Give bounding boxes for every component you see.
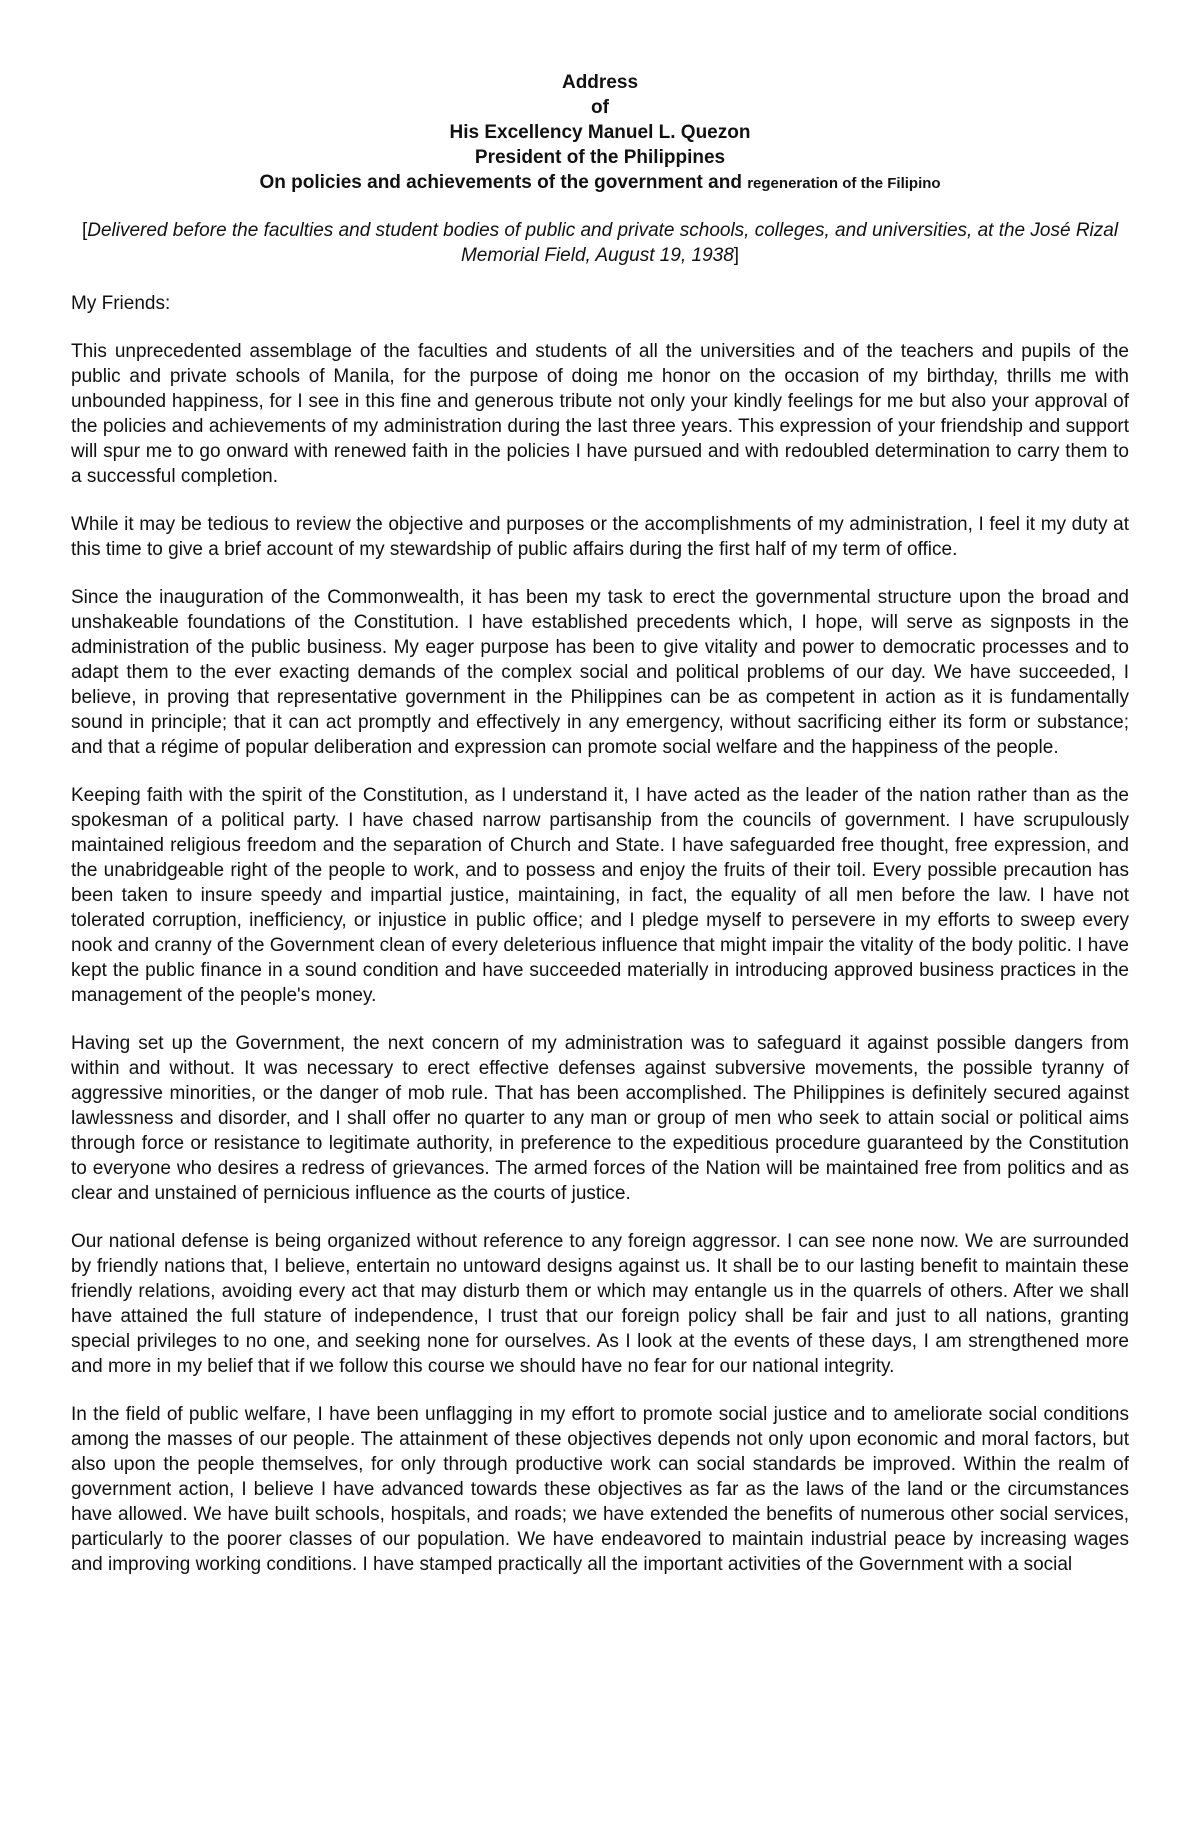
paragraph: In the field of public welfare, I have been unflagging in my effort to promote social justice and to ameliorate social conditions among the masses of our people. The attainment of these objectives depends not only upon economic and moral factors, but also upon the people themselves, for only through productive work can social standards be improved. Within the realm of government action, I believe I have advanced towards these objectives as far as the laws of the land or the circumstances have allowed. We have built schools, hospitals, and roads; we have extended the benefits of numerous other social services, particularly to the poorer classes of our population. We have endeavored to maintain industrial peace by increasing wages and improving working conditions. I have stamped practically all the important activities of the Government with a social xyxy=(71,1404,1129,1575)
title-subject-main: On policies and achievements of the government and xyxy=(259,172,742,193)
paragraph: Having set up the Government, the next concern of my administration was to safeguard it against possible dangers from within and without. It was necessary to erect effective defenses against subversive movements, the possible tyranny of aggressive minorities, or the danger of mob rule. That has been accomplished. The Philippines is definitely secured against lawlessness and disorder, and I shall offer no quarter to any man or group of men who seek to attain social or political aims through force or resistance to legitimate authority, in preference to the expeditious procedure guaranteed by the Constitution to everyone who desires a redress of grievances. The armed forces of the Nation will be maintained free from politics and as clear and unstained of pernicious influence as the courts of justice. xyxy=(71,1033,1129,1204)
title-subject-small: regeneration of the Filipino xyxy=(747,175,941,192)
paragraph: Our national defense is being organized without reference to any foreign aggressor. I can see none now. We are surrounded by friendly nations that, I believe, entertain no untoward designs against us. It shall be to our lasting benefit to maintain these friendly relations, avoiding every act that may disturb them or which may entangle us in the quarrels of others. After we shall have attained the full stature of independence, I trust that our foreign policy shall be fair and just to all nations, granting special privileges to no one, and seeking none for ourselves. As I look at the events of these days, I am strengthened more and more in my belief that if we follow this course we should have no fear for our national integrity. xyxy=(71,1231,1129,1377)
title-subject xyxy=(71,170,1129,196)
title-of: of xyxy=(591,97,609,118)
title-speaker: His Excellency Manuel L. Quezon xyxy=(449,122,751,143)
title-position: President of the Philippines xyxy=(474,147,726,168)
address-title-block xyxy=(71,70,1129,196)
document-page xyxy=(71,70,1129,1577)
paragraph: While it may be tedious to review the objective and purposes or the accomplishments of my administration, I feel it my duty at this time to give a brief account of my stewardship of public affairs during the first half of my term of office. xyxy=(71,514,1129,560)
title-address: Address xyxy=(561,72,639,93)
paragraph: Keeping faith with the spirit of the Constitution, as I understand it, I have acted as the leader of the nation rather than as the spokesman of a political party. I have chased narrow partisanship from the councils of government. I have scrupulously maintained religious freedom and the separation of Church and State. I have safeguarded free thought, free expression, and the unabridgeable right of the people to work, and to possess and enjoy the fruits of their toil. Every possible precaution has been taken to insure speedy and impartial justice, maintaining, in fact, the equality of all men before the law. I have not tolerated corruption, inefficiency, or injustice in public office; and I pledge myself to persevere in my efforts to sweep every nook and cranny of the Government clean of every deleterious influence that might impair the vitality of the body politic. I have kept the public finance in a sound condition and have succeeded materially in introducing approved business practices in the management of the people's money. xyxy=(71,785,1129,1006)
paragraph: This unprecedented assemblage of the faculties and students of all the universities and of the teachers and pupils of the public and private schools of Manila, for the purpose of doing me honor on the occasion of my birthday, thrills me with unbounded happiness, for I see in this fine and generous tribute not only your kindly feelings for me but also your approval of the policies and achievements of my administration during the last three years. This expression of your friendship and support will spur me to go onward with renewed faith in the policies I have pursued and with redoubled determination to carry them to a successful completion. xyxy=(71,341,1129,487)
paragraph: Since the inauguration of the Commonwealth, it has been my task to erect the governmental structure upon the broad and unshakeable foundations of the Constitution. I have established precedents which, I hope, will serve as signposts in the administration of the public business. My eager purpose has been to give vitality and power to democratic processes and to adapt them to the ever exacting demands of the complex social and political problems of our day. We have succeeded, I believe, in proving that representative government in the Philippines can be as competent in action as it is fundamentally sound in principle; that it can act promptly and effectively in any emergency, without sacrificing either its form or substance; and that a régime of popular deliberation and expression can promote social welfare and the happiness of the people. xyxy=(71,587,1129,758)
dateline: [Delivered before the faculties and student bodies of public and private schools, colleges, and universities, at the José Rizal Memorial Field, August 19, 1938] xyxy=(81,220,1119,266)
salutation: My Friends: xyxy=(71,293,171,314)
dateline-text: Delivered before the faculties and student bodies of public and private schools, colleges, and universities, at the José Rizal Memorial Field, August 19, 1938 xyxy=(87,220,1119,266)
